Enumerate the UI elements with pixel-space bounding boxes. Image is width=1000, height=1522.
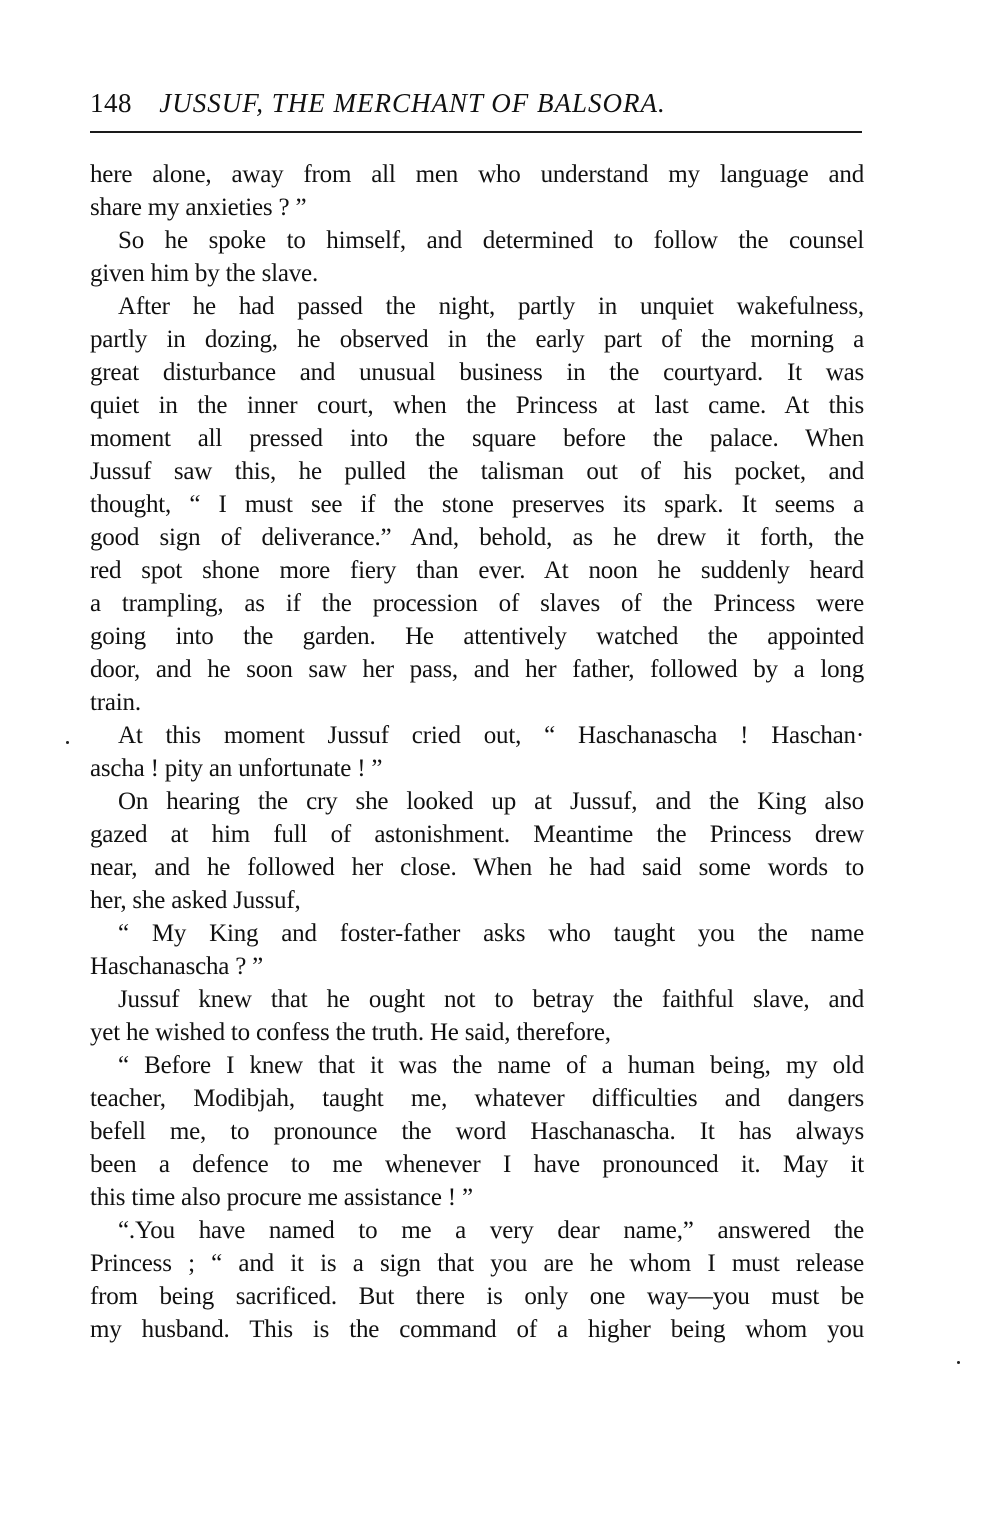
text-line: “ My King and foster-father asks who taught you the name [118,920,864,947]
page-number: 148 [90,88,132,118]
running-head [90,83,870,123]
header-rule [90,131,862,133]
text-line: good sign of deliverance.” And, behold, as he drew it forth, the [90,524,864,551]
text-line: my husband. This is the command of a higher being whom you [90,1316,864,1343]
text-line: going into the garden. He attentively watched the appointed [90,623,864,650]
text-line: this time also procure me assistance ! ” [90,1184,473,1211]
text-line: After he had passed the night, partly in unquiet wakefulness, [118,293,864,320]
text-line: near, and he followed her close. When he had said some words to [90,854,864,881]
text-line: Princess ; “ and it is a sign that you are he whom I must release [90,1250,864,1277]
text-line: red spot shone more fiery than ever. At noon he suddenly heard [90,557,864,584]
text-line: At this moment Jussuf cried out, “ Haschanascha ! Haschan· [118,722,864,749]
margin-speck [66,741,69,744]
text-line: Jussuf knew that he ought not to betray the faithful slave, and [118,986,864,1013]
text-line: On hearing the cry she looked up at Jussuf, and the King also [118,788,864,815]
text-line: here alone, away from all men who understand my language and [90,161,864,188]
text-line: So he spoke to himself, and determined to follow the counsel [118,227,864,254]
body-text [90,158,864,1346]
margin-speck [957,1361,960,1364]
text-line: quiet in the inner court, when the Princess at last came. At this [90,392,864,419]
text-line: teacher, Modibjah, taught me, whatever difficulties and dangers [90,1085,864,1112]
text-line: moment all pressed into the square before the palace. When [90,425,864,452]
text-line: “.You have named to me a very dear name,” answered the [118,1217,864,1244]
text-line: befell me, to pronounce the word Haschanascha. It has always [90,1118,864,1145]
text-line: train. [90,689,141,716]
text-line: Jussuf saw this, he pulled the talisman out of his pocket, and [90,458,864,485]
text-line: yet he wished to confess the truth. He said, therefore, [90,1019,611,1046]
text-line: given him by the slave. [90,260,318,287]
text-line: a trampling, as if the procession of slaves of the Princess were [90,590,864,617]
text-line: partly in dozing, he observed in the early part of the morning a [90,326,864,353]
text-line: door, and he soon saw her pass, and her father, followed by a long [90,656,864,683]
text-line: Haschanascha ? ” [90,953,264,980]
text-line: her, she asked Jussuf, [90,887,301,914]
text-line: ascha ! pity an unfortunate ! ” [90,755,383,782]
text-line: gazed at him full of astonishment. Meantime the Princess drew [90,821,864,848]
text-line: been a defence to me whenever I have pronounced it. May it [90,1151,864,1178]
text-line: great disturbance and unusual business in the courtyard. It was [90,359,864,386]
text-line: share my anxieties ? ” [90,194,307,221]
text-line: “ Before I knew that it was the name of a human being, my old [118,1052,864,1079]
text-line: thought, “ I must see if the stone preserves its spark. It seems a [90,491,864,518]
text-line: from being sacrificed. But there is only one way—you must be [90,1283,864,1310]
running-title: JUSSUF, THE MERCHANT OF BALSORA. [159,88,666,118]
